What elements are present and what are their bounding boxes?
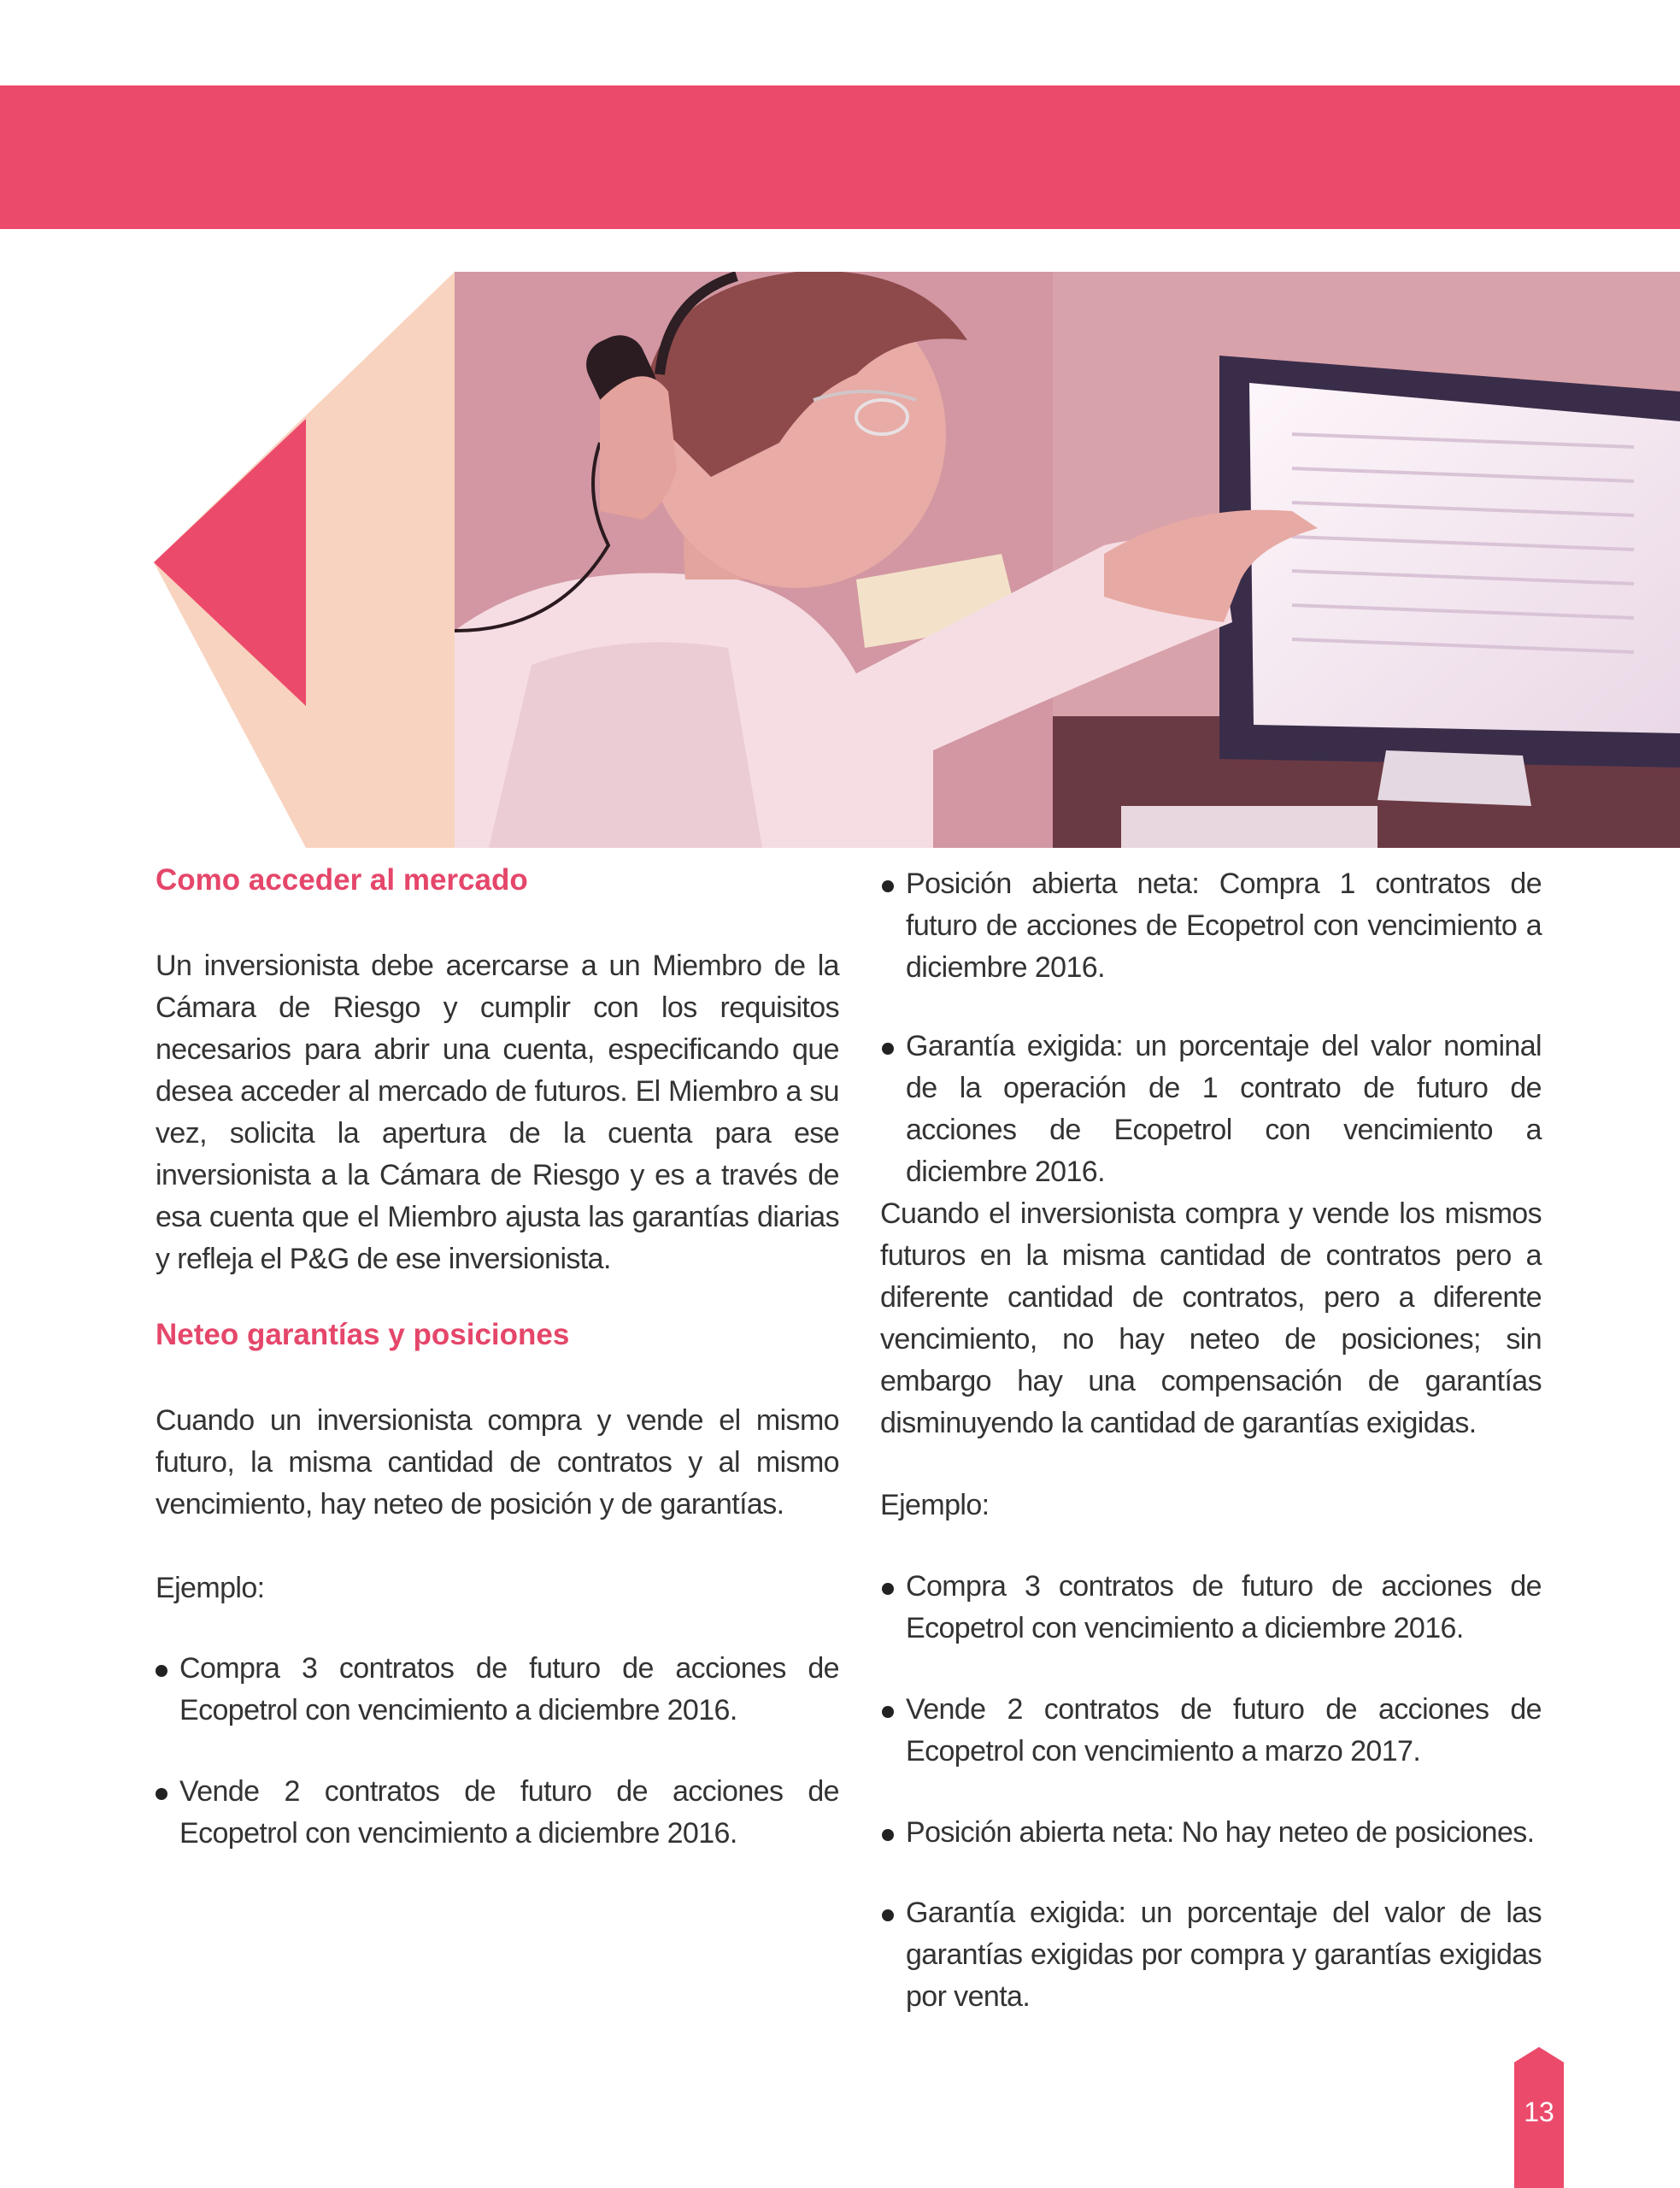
bullet-dot-icon xyxy=(882,1706,894,1718)
list-item xyxy=(906,1689,1542,1773)
list-item-text: Posición abierta neta: Compra 1 contratos de futuro de acciones de Ecopetrol con vencimiento a diciembre 2016. xyxy=(906,868,1542,984)
bullet-dot-icon xyxy=(156,1665,167,1677)
bullet-dot-icon xyxy=(882,880,894,892)
page-number-tab xyxy=(1514,2047,1564,2188)
photo-man-with-headset-at-monitor xyxy=(455,272,1680,848)
list-item-text: Posición abierta neta: No hay neteo de posiciones. xyxy=(906,1816,1535,1849)
bullet-dot-icon xyxy=(156,1788,167,1800)
list-item xyxy=(179,1771,839,1855)
list-item xyxy=(906,1566,1542,1650)
list-item-text: Vende 2 contratos de futuro de acciones de Ecopetrol con vencimiento a marzo 2017. xyxy=(906,1693,1542,1767)
example-label-right: Ejemplo: xyxy=(880,1489,990,1521)
paragraph-compensacion: Cuando el inversionista compra y vende los mismos futuros en la misma cantidad de contratos pero a diferente cantidad de contratos, pero a diferente vencimiento, no hay neteo de posiciones; sin embargo hay una compensación de garantías disminuyendo la cantidad de garantías exigidas. xyxy=(880,1197,1542,1439)
bullet-dot-icon xyxy=(882,1829,894,1841)
list-item-text: Compra 3 contratos de futuro de acciones de Ecopetrol con vencimiento a diciembre 2016. xyxy=(906,1570,1542,1644)
heading-neteo-garantias: Neteo garantías y posiciones xyxy=(156,1318,570,1351)
list-item-text: Garantía exigida: un porcentaje del valor de las garantías exigidas por compra y garantías exigidas por venta. xyxy=(906,1897,1542,2013)
list-item-text: Vende 2 contratos de futuro de acciones de Ecopetrol con vencimiento a diciembre 2016. xyxy=(179,1775,839,1850)
paragraph-como-acceder: Un inversionista debe acercarse a un Miembro de la Cámara de Riesgo y cumplir con los requisitos necesarios para abrir una cuenta, especificando que desea acceder al mercado de futuros. El Miembro a su vez, solicita la apertura de la cuenta para ese inversionista a la Cámara de Riesgo y es a través de esa cuenta que el Miembro ajusta las garantías diarias y refleja el P&G de ese inversionista. xyxy=(156,950,839,1275)
page-number: 13 xyxy=(1524,2097,1554,2127)
bullet-dot-icon xyxy=(882,1909,894,1921)
list-item-text: Garantía exigida: un porcentaje del valor nominal de la operación de 1 contrato de futuro de acciones de Ecopetrol con vencimiento a diciembre 2016. xyxy=(906,1030,1542,1188)
list-item xyxy=(179,1648,839,1732)
decorative-arrow-shapes xyxy=(0,0,479,855)
list-item xyxy=(906,1812,1542,1854)
bullet-dot-icon xyxy=(882,1583,894,1595)
paragraph-neteo: Cuando un inversionista compra y vende el mismo futuro, la misma cantidad de contratos y al mismo vencimiento, hay neteo de posición y de garantías. xyxy=(156,1404,839,1520)
list-item xyxy=(906,1026,1542,1193)
bullet-dot-icon xyxy=(882,1043,894,1055)
example-label-left: Ejemplo: xyxy=(156,1572,265,1604)
list-item-text: Compra 3 contratos de futuro de acciones de Ecopetrol con vencimiento a diciembre 2016. xyxy=(179,1652,839,1726)
list-item xyxy=(906,863,1542,989)
list-item xyxy=(906,1892,1542,2018)
page-tab-cap xyxy=(1514,2047,1564,2062)
page-tab-body xyxy=(1514,2062,1564,2188)
heading-como-acceder: Como acceder al mercado xyxy=(156,863,528,897)
